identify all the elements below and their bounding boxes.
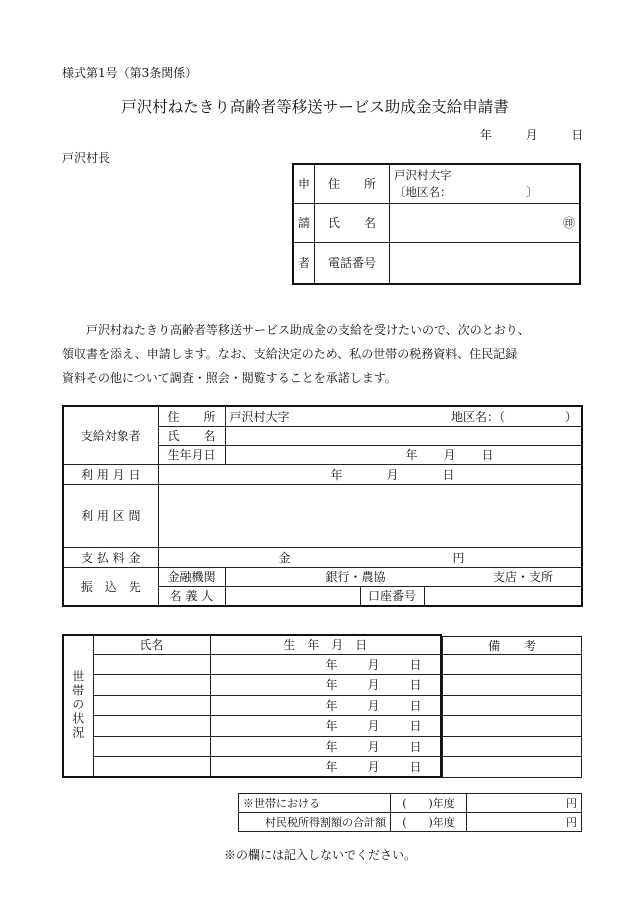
- date-month-label: 月: [525, 128, 538, 142]
- household-table: [62, 634, 442, 778]
- usage-year: 年: [330, 467, 343, 482]
- target-district-label: 地区名：（ ）: [450, 409, 577, 424]
- office-row1-year: ( )年度: [391, 794, 467, 813]
- target-address-field[interactable]: [225, 406, 582, 426]
- form-title: 戸沢村ねたきり高齢者等移送サービス助成金支給申請書: [121, 98, 509, 116]
- household-name-cell[interactable]: [93, 674, 210, 695]
- payment-prefix: 金: [278, 550, 291, 565]
- office-row1-label: ※世帯における: [239, 794, 391, 813]
- office-row1-amount[interactable]: 円: [467, 794, 582, 813]
- applicant-address-value: 戸沢村大字: [394, 167, 452, 182]
- target-address-value: 戸沢村大字: [229, 409, 290, 424]
- account-label: 口座番号: [360, 586, 424, 606]
- branch-value: 支店・支所: [492, 570, 553, 584]
- applicant-name-field[interactable]: [390, 203, 580, 242]
- household-name-cell[interactable]: [93, 654, 210, 674]
- remarks-cell[interactable]: [443, 675, 582, 696]
- remarks-cell[interactable]: [443, 737, 582, 757]
- target-name-label: 氏 名: [158, 426, 225, 445]
- date-day-label: 日: [571, 128, 584, 142]
- transfer-label: 振 込 先: [63, 567, 158, 606]
- payment-unit: 円: [452, 550, 465, 565]
- office-row2-amount[interactable]: 円: [467, 813, 582, 832]
- applicant-side-3: 者: [293, 242, 315, 284]
- target-birth-field[interactable]: [225, 445, 582, 464]
- household-name-cell[interactable]: [93, 756, 210, 777]
- form-number: 様式第1号（第3条関係）: [62, 66, 198, 80]
- bank-label: 金融機関: [158, 567, 225, 586]
- holder-label: 名 義 人: [158, 586, 225, 606]
- household-side-label: 世帯の状況: [63, 635, 93, 777]
- remarks-cell[interactable]: [443, 716, 582, 737]
- statement-line-1: 戸沢村ねたきり高齢者等移送サービス助成金の支給を受けたいので、次のとおり、: [86, 323, 530, 337]
- target-birth-label: 生年月日: [158, 445, 225, 464]
- payment-field[interactable]: [158, 547, 582, 567]
- applicant-address-label: 住 所: [315, 164, 390, 203]
- birth-month: 月: [443, 448, 456, 462]
- addressee: 戸沢村長: [62, 151, 111, 165]
- date-year-label: 年: [480, 128, 493, 142]
- applicant-district-label: 〔地区名： 〕: [394, 184, 538, 199]
- main-table: [62, 405, 583, 607]
- household-name-cell[interactable]: [93, 736, 210, 756]
- household-birth-cell[interactable]: 年 月 日: [210, 756, 441, 777]
- bank-value: 銀行・農協: [325, 570, 386, 584]
- usage-month: 月: [386, 467, 399, 482]
- remarks-table: [442, 636, 582, 778]
- household-name-header: 氏名: [93, 635, 210, 654]
- date-line: [480, 126, 583, 143]
- applicant-side-2: 請: [293, 203, 315, 242]
- account-field[interactable]: [424, 586, 582, 606]
- household-birth-cell[interactable]: 年 月 日: [210, 654, 441, 674]
- office-use-note: ※の欄には記入しないでください。: [224, 848, 417, 862]
- household-birth-header: 生 年 月 日: [210, 635, 441, 654]
- holder-field[interactable]: [225, 586, 360, 606]
- usage-day: 日: [442, 467, 455, 482]
- target-address-label: 住 所: [158, 406, 225, 426]
- payment-label: 支 払 料 金: [63, 547, 158, 567]
- office-use-table: [238, 793, 582, 832]
- household-birth-cell[interactable]: 年 月 日: [210, 736, 441, 756]
- household-name-cell[interactable]: [93, 695, 210, 715]
- statement-line-3: 資料その他について調査・照会・閲覧することを承諾します。: [62, 371, 397, 385]
- statement-line-2: 領収書を添え、申請します。なお、支給決定のため、私の世帯の税務資料、住民記録: [62, 347, 518, 361]
- target-label: 支給対象者: [63, 406, 158, 464]
- applicant-name-label: 氏 名: [315, 203, 390, 242]
- usage-date-field[interactable]: [158, 464, 582, 484]
- birth-year: 年: [405, 448, 418, 462]
- bank-field[interactable]: [225, 567, 582, 586]
- target-name-field[interactable]: [225, 426, 582, 445]
- office-row2-year: ( )年度: [391, 813, 467, 832]
- applicant-phone-label: 電話番号: [315, 242, 390, 284]
- household-birth-cell[interactable]: 年 月 日: [210, 715, 441, 736]
- remarks-header: 備 考: [443, 637, 582, 655]
- applicant-side-1: 申: [293, 164, 315, 203]
- household-birth-cell[interactable]: 年 月 日: [210, 695, 441, 715]
- usage-section-label: 利 用 区 間: [63, 484, 158, 547]
- birth-day: 日: [481, 448, 494, 462]
- applicant-address-field[interactable]: [390, 164, 580, 203]
- household-name-cell[interactable]: [93, 715, 210, 736]
- usage-section-field[interactable]: [158, 484, 582, 547]
- remarks-cell[interactable]: [443, 655, 582, 675]
- applicant-table: [292, 163, 581, 285]
- remarks-cell[interactable]: [443, 696, 582, 716]
- office-row2-label: 村民税所得割額の合計額: [239, 813, 391, 832]
- seal-mark: ㊞: [562, 216, 575, 230]
- household-birth-cell[interactable]: 年 月 日: [210, 674, 441, 695]
- remarks-cell[interactable]: [443, 757, 582, 778]
- usage-date-label: 利 用 月 日: [63, 464, 158, 484]
- applicant-phone-field[interactable]: [390, 242, 580, 284]
